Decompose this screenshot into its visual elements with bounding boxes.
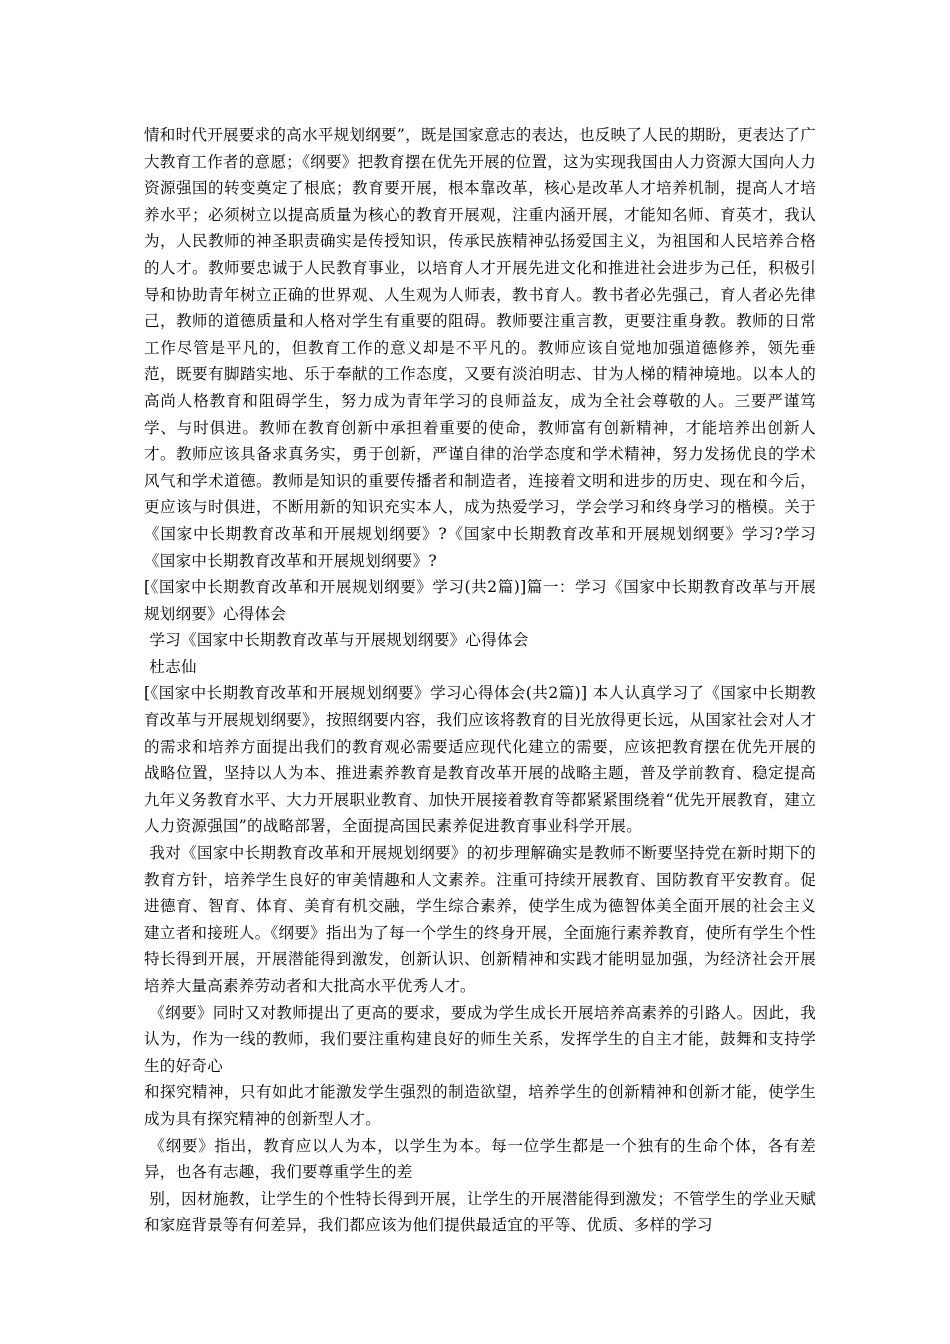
body-paragraph: 情和时代开展要求的高水平规划纲要”，既是国家意志的表达，也反映了人民的期盼，更表达了广大教育工作者的意愿；《纲要》把教育摆在优先开展的位置，这为实现我国由人力资源大国向人力资源强国的转变奠定了根底；教育要开展，根本靠改革，核心是改革人才培养机制，提高人才培养水平；必须树立以提高质量为核心的教育开展观，注重内涵开展，才能知名师、育英才，我认为，人民教师的神圣职责确实是传授知识，传承民族精神弘扬爱国主义，为祖国和人民培养合格的人才。教师要忠诚于人民教育事业，以培育人才开展先进文化和推进社会进步为己任，积极引导和协助青年树立正确的世界观、人生观为人师表，教书育人。教书者必先强己，育人者必先律己，教师的道德质量和人格对学生有重要的阻碍。教师要注重言教，更要注重身教。教师的日常工作尽管是平凡的，但教育工作的意义却是不平凡的。教师应该自觉地加强道德修养，领先垂范，既要有脚踏实地、乐于奉献的工作态度，又要有淡泊明志、甘为人梯的精神境地。以本人的高尚人格教育和阻碍学生，努力成为青年学习的良师益友，成为全社会尊敬的人。三要严谨笃学、与时俱进。教师在教育创新中承担着重要的使命，教师富有创新精神，才能培养出创新人才。教师应该具备求真务实，勇于创新，严谨自律的治学态度和学术精神，努力发扬优良的学术风气和学术道德。教师是知识的重要传播者和制造者，连接着文明和进步的历史、现在和今后，更应该与时俱进，不断用新的知识充实本人，成为热爱学习，学会学习和终身学习的楷模。关于《国家中长期教育改革和开展规划纲要》?《国家中长期教育改革和开展规划纲要》学习?学习《国家中长期教育改革和开展规划纲要》? xyxy=(144,126,816,570)
body-paragraph: 和探究精神，只有如此才能激发学生强烈的制造欲望，培养学生的创新精神和创新才能，使学生成为具有探究精神的创新型人才。 xyxy=(144,1083,816,1128)
article-title: 学习《国家中长期教育改革与开展规划纲要》心得体会 xyxy=(149,631,529,650)
body-paragraph: 《纲要》同时又对教师提出了更高的要求，要成为学生成长开展培养高素养的引路人。因此，我认为，作为一线的教师，我们要注重构建良好的师生关系，发挥学生的自主才能，鼓舞和支持学生的好奇心 xyxy=(144,1003,816,1075)
body-paragraph: [《国家中长期教育改革和开展规划纲要》学习心得体会(共2篇)] 本人认真学习了《国家中长期教育改革与开展规划纲要》，按照纲要内容，我们应该将教育的目光放得更长远，从国家社会对人才的需求和培养方面提出我们的教育观必需要适应现代化建立的需要，应该把教育摆在优先开展的战略位置，坚持以人为本、推进素养教育是教育改革开展的战略主题，普及学前教育、稳定提高九年义务教育水平、大力开展职业教育、加快开展接着教育等都紧紧围绕着“优先开展教育，建立人力资源强国”的战略部署，全面提高国民素养促进教育事业科学开展。 xyxy=(144,684,816,836)
body-paragraph: 别，因材施教，让学生的个性特长得到开展，让学生的开展潜能得到激发；不管学生的学业天赋和家庭背景等有何差异，我们都应该为他们提供最适宜的平等、优质、多样的学习 xyxy=(144,1189,816,1235)
author-name: 杜志仙 xyxy=(149,657,197,676)
body-paragraph: 我对《国家中长期教育改革和开展规划纲要》的初步理解确实是教师不断要坚持党在新时期下的教育方针，培养学生良好的审美情趣和人文素养。注重可持续开展教育、国防教育平安教育。促进德育、智育、体育、美育有机交融，学生综合素养，使学生成为德智体美全面开展的社会主义建立者和接班人。《纲要》指出为了每一个学生的终身开展，全面施行素养教育，使所有学生个性特长得到开展，开展潜能得到激发，创新认识、创新精神和实践才能明显加强，为经济社会开展培养大量高素养劳动者和大批高水平优秀人才。 xyxy=(144,844,816,995)
document-body xyxy=(144,122,816,1239)
article-heading: [《国家中长期教育改革和开展规划纲要》学习(共2篇)]篇一：学习《国家中长期教育改革与开展规划纲要》心得体会 xyxy=(144,578,816,623)
body-paragraph: 《纲要》指出，教育应以人为本，以学生为本。每一位学生都是一个独有的生命个体，各有差异，也各有志趣，我们要尊重学生的差 xyxy=(144,1136,816,1182)
